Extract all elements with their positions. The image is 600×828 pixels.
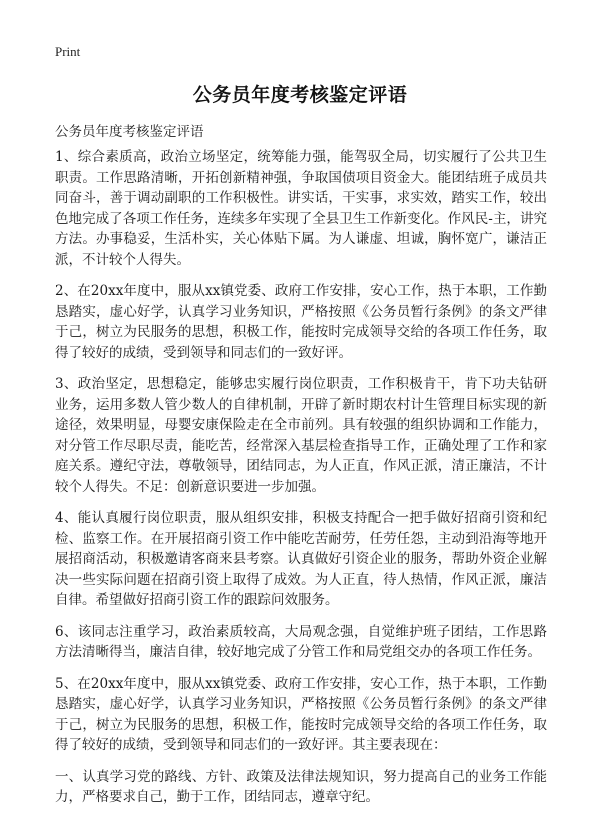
paragraph-3: 3、政治坚定，思想稳定，能够忠实履行岗位职责，工作积极肯干，肯下功夫钻研业务，运用多数人管少数人的自律机制，开辟了新时期农村计生管理目标实现的新途径，效果明显，母婴安康保险走在全市前列。具有较强的组织协调和工作能力，对分管工作尽职尽责，能吃苦，经常深入基层检查指导工作，正确处理了工作和家庭关系。遵纪守法，尊敬领导，团结同志，为人正直，作风正派，清正廉洁，不计较个人得失。不足：创新意识要进一步加强。	[55, 376, 547, 495]
print-button[interactable]: Print	[55, 44, 81, 59]
document-body	[55, 147, 547, 819]
paragraph-4: 4、能认真履行岗位职责，服从组织安排，积极支持配合一把手做好招商引资和纪检、监察工作。在开展招商引资工作中能吃苦耐劳，任劳任怨，主动到沿海等地开展招商活动，积极邀请客商来县考察。认真做好引资企业的服务，帮助外资企业解决一些实际问题在招商引资上取得了成效。为人正直，待人热情，作风正派，廉洁自律。希望做好招商引资工作的跟踪问效服务。	[55, 510, 547, 608]
paragraph-7: 一、认真学习党的路线、方针、政策及法律法规知识，努力提高自己的业务工作能力，严格要求自己，勤于工作，团结同志，遵章守纪。	[55, 768, 547, 805]
document-title: 公务员年度考核鉴定评语	[192, 84, 408, 106]
paragraph-1: 1、综合素质高，政治立场坚定，统筹能力强，能驾驭全局，切实履行了公共卫生职责。工作思路清晰，开拓创新精神强，争取国债项目资金大。能团结班子成员共同奋斗，善于调动副职的工作积极性。讲实话，干实事，求实效，踏实工作，较出色地完成了各项工作任务，连续多年实现了全县卫生工作新变化。作风民-主，讲究方法。办事稳妥，生活朴实，关心体贴下属。为人谦虚、坦诚，胸怀宽广，谦洁正派，不计较个人得失。	[55, 149, 547, 268]
document-subtitle: 公务员年度考核鉴定评语	[55, 124, 204, 140]
paragraph-6: 5、在20xx年度中，服从xx镇党委、政府工作安排，安心工作，热于本职，工作勤恳踏实，虚心好学，认真学习业务知识，严格按照《公务员暂行条例》的条文严律于己，树立为民服务的思想，积极工作，能按时完成领导交给的各项工作任务，取得了较好的成绩，受到领导和同志们的一致好评。其主要表现在：	[55, 675, 547, 753]
paragraph-2: 2、在20xx年度中，服从xx镇党委、政府工作安排，安心工作，热于本职，工作勤恳踏实，虚心好学，认真学习业务知识，严格按照《公务员暂行条例》的条文严律于己，树立为民服务的思想，积极工作，能按时完成领导交给的各项工作任务，取得了较好的成绩，受到领导和同志们的一致好评。	[55, 283, 547, 361]
paragraph-5: 6、该同志注重学习，政治素质较高，大局观念强，自觉维护班子团结，工作思路方法清晰得当，廉洁自律，较好地完成了分管工作和局党组交办的各项工作任务。	[55, 623, 547, 660]
